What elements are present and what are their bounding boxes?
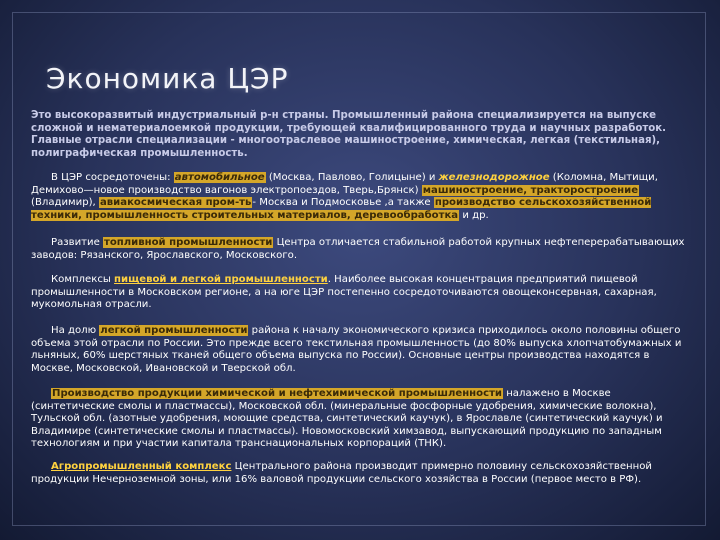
highlight-railway: железнодорожное: [438, 172, 550, 183]
text: . Наиболее высокая концентрация предприятий пищевой промышленности в Московском регионе, а на юге ЦЭР постепенно сосредоточиваются овощеконсервная, сахарная, мукомольная отрасли.: [31, 274, 657, 311]
slide-title: Экономика ЦЭР: [46, 62, 289, 95]
highlight-fuel-industry: топливной промышленности: [104, 237, 273, 248]
highlight-food-industry: пищевой и легкой промышленности: [114, 274, 328, 285]
text: На долю: [51, 325, 100, 336]
highlight-chemical-industry: Производство продукции химической и нефтехимической промышленности: [52, 388, 502, 399]
paragraph-agro: [31, 461, 691, 486]
highlight-agri-machinery: производство сельскохозяйственной техники, промышленность строительных материалов, деревообработка: [31, 197, 652, 221]
highlight-automotive: автомобильное: [174, 172, 265, 183]
intro-paragraph: Это высокоразвитый индустриальный р-н страны. Промышленный района специализируется на выпуске сложной и нематериалоемкой продукции, требующей квалифицированного труда и научных разработок. Главные отрасли специализации - многоотраслевое машиностроение, химическая, легкая (текстильная), полиграфическая промышленность.: [31, 110, 667, 159]
highlight-agro-complex: Агропромышленный комплекс: [51, 461, 232, 472]
highlight-machine-building: машиностроение, тракторостроение: [422, 184, 639, 196]
paragraph-machinery: [31, 172, 691, 222]
paragraph-fuel: [31, 237, 691, 262]
text: В ЦЭР сосредоточены:: [51, 172, 174, 183]
text: (Коломна, Мытищи, Демихово—новое производство вагонов электропоездов, Тверь,Брянск): [31, 172, 658, 196]
paragraph-food: [31, 274, 691, 312]
text: Развитие: [51, 237, 104, 248]
text: (Москва, Павлово, Голицыне) и: [265, 172, 439, 183]
text: (Владимир),: [31, 197, 99, 209]
text: и др.: [459, 209, 489, 221]
paragraph-chemical: [31, 388, 691, 451]
text: Комплексы: [51, 274, 115, 285]
text: налажено в Москве (синтетические смолы и пластмассы), Московской обл. (минеральные фосфорные удобрения, химические волокна), Тульской обл. (азотные удобрения, моющие средства, синтетический каучук), в Ярославле (синтетический каучук) и Владимире (синтетические смолы и пластмассы). Новомосковский химзавод, выпускающий продукцию по западным технологиям и при участии капитала транснациональных корпораций (ТНК).: [31, 388, 663, 450]
text: района к началу экономического кризиса приходилось около половины общего объема этой отрасли по России. Это прежде всего текстильная промышленность (до 80% выпуска хлопчатобумажных и льняных, 60% шерстяных тканей общего объема выпуска по России). Основные центры производства находятся в Москве, Московской, Ивановской и Тверской обл.: [31, 325, 682, 374]
paragraph-light-industry: [31, 325, 691, 375]
highlight-aerospace: авиакосмическая пром-ть: [99, 197, 252, 209]
text: Центра отличается стабильной работой крупных нефтеперерабатывающих заводов: Рязанского, Ярославского, Московского.: [31, 237, 685, 261]
highlight-light-industry: легкой промышленности: [100, 325, 248, 336]
text: Центрального района производит примерно половину сельскохозяйственной продукции Нечерноземной зоны, или 16% валовой продукции сельского хозяйства в России (первое место в РФ).: [31, 461, 652, 485]
text: - Москва и Подмосковье ,а также: [252, 197, 434, 209]
